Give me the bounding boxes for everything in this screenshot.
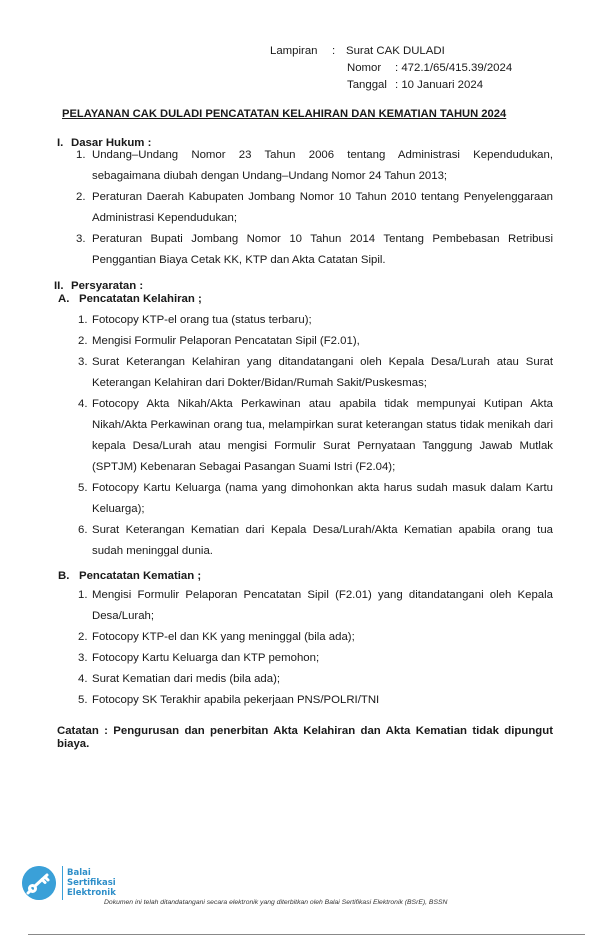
logo-line-2: Sertifikasi <box>67 878 116 888</box>
item-number: 2. <box>78 631 88 643</box>
section-number: I. <box>57 137 64 149</box>
footer-divider <box>28 934 585 935</box>
bsre-key-icon <box>22 866 56 900</box>
catatan-note: Catatan : Pengurusan dan penerbitan Akta Kelahiran dan Akta Kematian tidak dipungut biaya. <box>57 725 553 750</box>
list-item <box>78 690 553 711</box>
e-signature-disclaimer: Dokumen ini telah ditandatangani secara elektronik yang diterbitkan oleh Balai Sertifikasi Elektronik (BSrE), BSSN <box>104 899 448 906</box>
list-item <box>78 394 553 478</box>
list-item <box>78 331 553 352</box>
subsection-title: Pencatatan Kematian ; <box>79 570 202 582</box>
item-text: Fotocopy Akta Nikah/Akta Perkawinan atau apabila tidak mempunyai Kutipan Akta Nikah/Akta Perkawinan orang tua, melampirkan surat keterangan status tidak menikah dari kepala Desa/Lurah atau mengisi Formulir Surat Pernyataan Tanggung Jawab Mutlak (SPTJM) Kebenaran Sebagai Pasangan Suami Istri (F2.04); <box>92 398 553 473</box>
item-text: Peraturan Bupati Jombang Nomor 10 Tahun 2014 Tentang Pembebasan Retribusi Penggantian Biaya Cetak KK, KTP dan Akta Catatan Sipil. <box>92 233 553 266</box>
list-item <box>78 669 553 690</box>
tanggal-value: : 10 Januari 2024 <box>395 79 484 91</box>
item-text: Peraturan Daerah Kabupaten Jombang Nomor 10 Tahun 2010 tentang Penyelenggaraan Administrasi Kependudukan; <box>92 191 553 224</box>
item-text: Fotocopy Kartu Keluarga dan KTP pemohon; <box>92 652 320 664</box>
document-title: PELAYANAN CAK DULADI PENCATATAN KELAHIRAN DAN KEMATIAN TAHUN 2024 <box>62 108 507 120</box>
section-title: Persyaratan : <box>71 280 144 292</box>
kematian-list <box>78 585 553 711</box>
item-number: 1. <box>76 149 86 161</box>
logo-divider <box>62 866 63 900</box>
subsection-letter: B. <box>58 570 70 582</box>
item-text: Fotocopy Kartu Keluarga (nama yang dimohonkan akta harus sudah masuk dalam Kartu Keluarga); <box>92 482 553 515</box>
list-item <box>78 478 553 520</box>
section-title: Dasar Hukum : <box>71 137 152 149</box>
subsection-title: Pencatatan Kelahiran ; <box>79 293 202 305</box>
bsre-logo-text <box>67 868 116 898</box>
list-item <box>78 520 553 562</box>
list-item <box>78 585 553 627</box>
item-number: 4. <box>78 673 88 685</box>
item-text: Surat Keterangan Kematian dari Kepala Desa/Lurah/Akta Kematian apabila orang tua sudah meninggal dunia. <box>92 524 553 557</box>
item-number: 6. <box>78 524 88 536</box>
item-text: Mengisi Formulir Pelaporan Pencatatan Sipil (F2.01) yang ditandatangani oleh Kepala Desa/Lurah; <box>92 589 553 622</box>
list-item <box>76 229 553 271</box>
item-number: 3. <box>76 233 86 245</box>
item-number: 5. <box>78 482 88 494</box>
item-number: 1. <box>78 589 88 601</box>
list-item <box>76 145 553 187</box>
subsection-kelahiran-heading <box>58 293 202 305</box>
list-item <box>76 187 553 229</box>
item-text: Surat Keterangan Kelahiran yang ditandatangani oleh Kepala Desa/Lurah atau Surat Keterangan Kelahiran dari Dokter/Bidan/Rumah Sakit/Puskesmas; <box>92 356 553 389</box>
list-item <box>78 310 553 331</box>
item-number: 5. <box>78 694 88 706</box>
item-number: 3. <box>78 652 88 664</box>
item-text: Fotocopy SK Terakhir apabila pekerjaan PNS/POLRI/TNI <box>92 694 380 706</box>
list-item <box>78 627 553 648</box>
item-number: 2. <box>78 335 88 347</box>
subsection-letter: A. <box>58 293 70 305</box>
item-text: Undang–Undang Nomor 23 Tahun 2006 tentang Administrasi Kependudukan, sebagaimana diubah dengan Undang–Undang Nomor 24 Tahun 2013; <box>92 149 553 182</box>
nomor-value: : 472.1/65/415.39/2024 <box>395 62 513 74</box>
lampiran-value: Surat CAK DULADI <box>346 45 445 57</box>
nomor-label: Nomor <box>347 62 382 74</box>
kelahiran-list <box>78 310 553 562</box>
item-text: Mengisi Formulir Pelaporan Pencatatan Sipil (F2.01), <box>92 335 360 347</box>
section-persyaratan-heading <box>54 280 143 292</box>
section-number: II. <box>54 280 64 292</box>
dasar-hukum-list <box>76 145 553 271</box>
logo-line-3: Elektronik <box>67 888 116 898</box>
lampiran-label: Lampiran <box>270 45 318 57</box>
lampiran-block <box>270 43 512 94</box>
subsection-kematian-heading <box>58 570 201 582</box>
item-text: Fotocopy KTP-el orang tua (status terbaru); <box>92 314 312 326</box>
logo-line-1: Balai <box>67 868 91 878</box>
bsre-logo <box>22 866 116 900</box>
item-text: Surat Kematian dari medis (bila ada); <box>92 673 281 685</box>
item-number: 1. <box>78 314 88 326</box>
item-number: 2. <box>76 191 86 203</box>
list-item <box>78 648 553 669</box>
list-item <box>78 352 553 394</box>
tanggal-label: Tanggal <box>347 79 387 91</box>
item-text: Fotocopy KTP-el dan KK yang meninggal (bila ada); <box>92 631 355 643</box>
item-number: 4. <box>78 398 88 410</box>
item-number: 3. <box>78 356 88 368</box>
lampiran-colon: : <box>332 45 336 57</box>
